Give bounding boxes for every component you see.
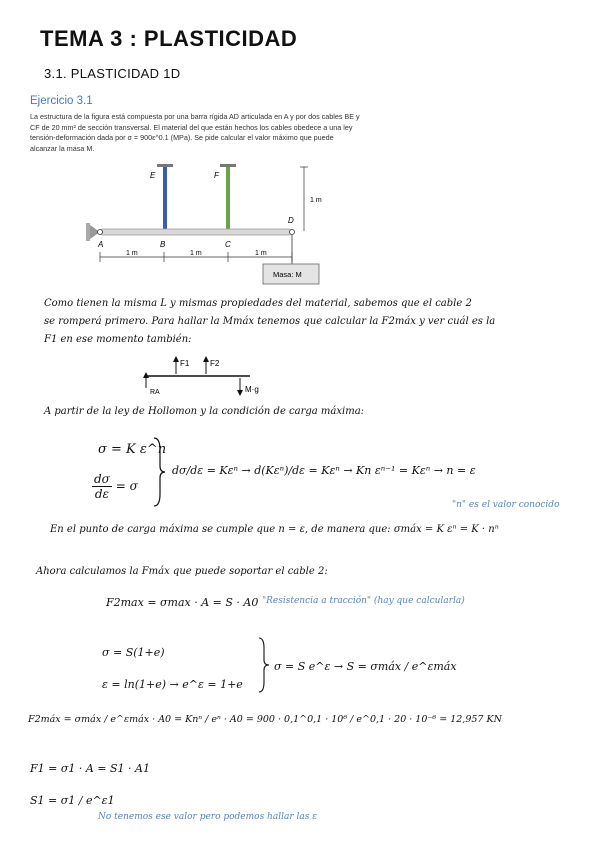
page-title: TEMA 3 : PLASTICIDAD <box>40 26 298 51</box>
label-d: D <box>288 216 294 225</box>
eq-s1: σ = S(1+e) <box>102 646 165 659</box>
dim-bc-label: 1 m <box>190 250 202 257</box>
rigid-bar <box>100 229 292 235</box>
note-p4: Ahora calculamos la Fmáx que puede soportar el cable 2: <box>36 566 328 577</box>
cable-cf <box>226 167 230 233</box>
support-f <box>220 164 236 167</box>
fbd-ra-label: RA <box>150 389 160 396</box>
eq-dsigma-num: dσ <box>94 472 110 486</box>
dim-cd-label: 1 m <box>255 250 267 257</box>
note-p3: En el punto de carga máxima se cumple que n = ε, de manera que: σmáx = K εⁿ = K · nⁿ <box>50 524 499 535</box>
cable-be <box>163 167 167 233</box>
eq-dsigma-den: dε <box>94 487 109 501</box>
dim-ab-label: 1 m <box>126 250 138 257</box>
note-final: No tenemos ese valor pero podemos hallar las ε <box>98 812 318 822</box>
fbd-f1-label: F1 <box>180 359 190 368</box>
fbd-ra-head <box>143 372 149 378</box>
joint-a <box>98 230 103 235</box>
fbd-mg-label: M·g <box>245 385 259 394</box>
label-c: C <box>225 240 231 249</box>
dim-height-label: 1 m <box>310 197 322 204</box>
mass-label: Masa: M <box>273 270 302 279</box>
eq-dsigma-frac <box>92 472 112 501</box>
label-a: A <box>98 240 104 249</box>
free-body-diagram <box>140 352 280 398</box>
fbd-f2-head <box>203 356 209 362</box>
label-e: E <box>150 171 156 180</box>
label-b: B <box>160 240 166 249</box>
side-note-n: "n" es el valor conocido <box>452 500 560 510</box>
brace-right-2 <box>258 636 270 694</box>
note-p1-line1: Como tienen la misma L y mismas propiedades del material, sabemos que el cable 2 <box>44 298 472 309</box>
support-e <box>157 164 173 167</box>
fbd-f2-label: F2 <box>210 359 220 368</box>
eq-dsigma-rhs: = σ <box>115 479 138 493</box>
eq-s2: ε = ln(1+e) → e^ε = 1+e <box>102 678 243 691</box>
eq-f2-full: F2máx = σmáx / e^εmáx · A0 = Knⁿ / eⁿ · A0 = 900 · 0,1^0,1 · 10⁶ / e^0,1 · 20 · 10⁻⁶ = 12,957 KN <box>28 714 502 725</box>
eq-f1: F1 = σ1 · A = S1 · A1 <box>30 762 150 775</box>
joint-d <box>290 230 295 235</box>
structure-figure <box>80 160 340 290</box>
eq-f2: F2max = σmax · A = S · A0 <box>106 596 259 609</box>
exercise-title: Ejercicio 3.1 <box>30 95 93 107</box>
note-resistance: "Resistencia a tracción" (hay que calcularla) <box>262 596 465 606</box>
eq-s1b: S1 = σ1 / e^ε1 <box>30 794 115 807</box>
eq-s3: σ = S e^ε → S = σmáx / e^εmáx <box>274 660 457 673</box>
eq-sigma: σ = K ε^n <box>98 442 167 457</box>
eq-dsigma <box>92 472 138 501</box>
label-f: F <box>214 171 219 180</box>
note-p1-line2: se romperá primero. Para hallar la Mmáx tenemos que calcular la F2máx y ver cuál es la <box>44 316 496 327</box>
eq-chain: dσ/dε = Kεⁿ → d(Kεⁿ)/dε = Kεⁿ → Kn εⁿ⁻¹ = Kεⁿ → n = ε <box>172 464 476 477</box>
brace-right <box>152 436 166 508</box>
fbd-f1-head <box>173 356 179 362</box>
note-p2: A partir de la ley de Hollomon y la condición de carga máxima: <box>44 406 365 417</box>
exercise-statement: La estructura de la figura está compuesta por una barra rígida AD articulada en A y por dos cables BE y CF de 20 mm² de sección transversal. El material del que están hechos los cables obedece a una ley tensión-deformación dada por σ = 900ε^0.1 (MPa). Se pide calcular el valor máximo que puede alcanzar la masa M. <box>30 112 360 153</box>
wall-a <box>86 223 90 241</box>
note-p1-line3: F1 en ese momento también: <box>44 334 192 345</box>
fbd-mg-head <box>237 390 243 396</box>
section-subtitle: 3.1. PLASTICIDAD 1D <box>44 66 181 81</box>
